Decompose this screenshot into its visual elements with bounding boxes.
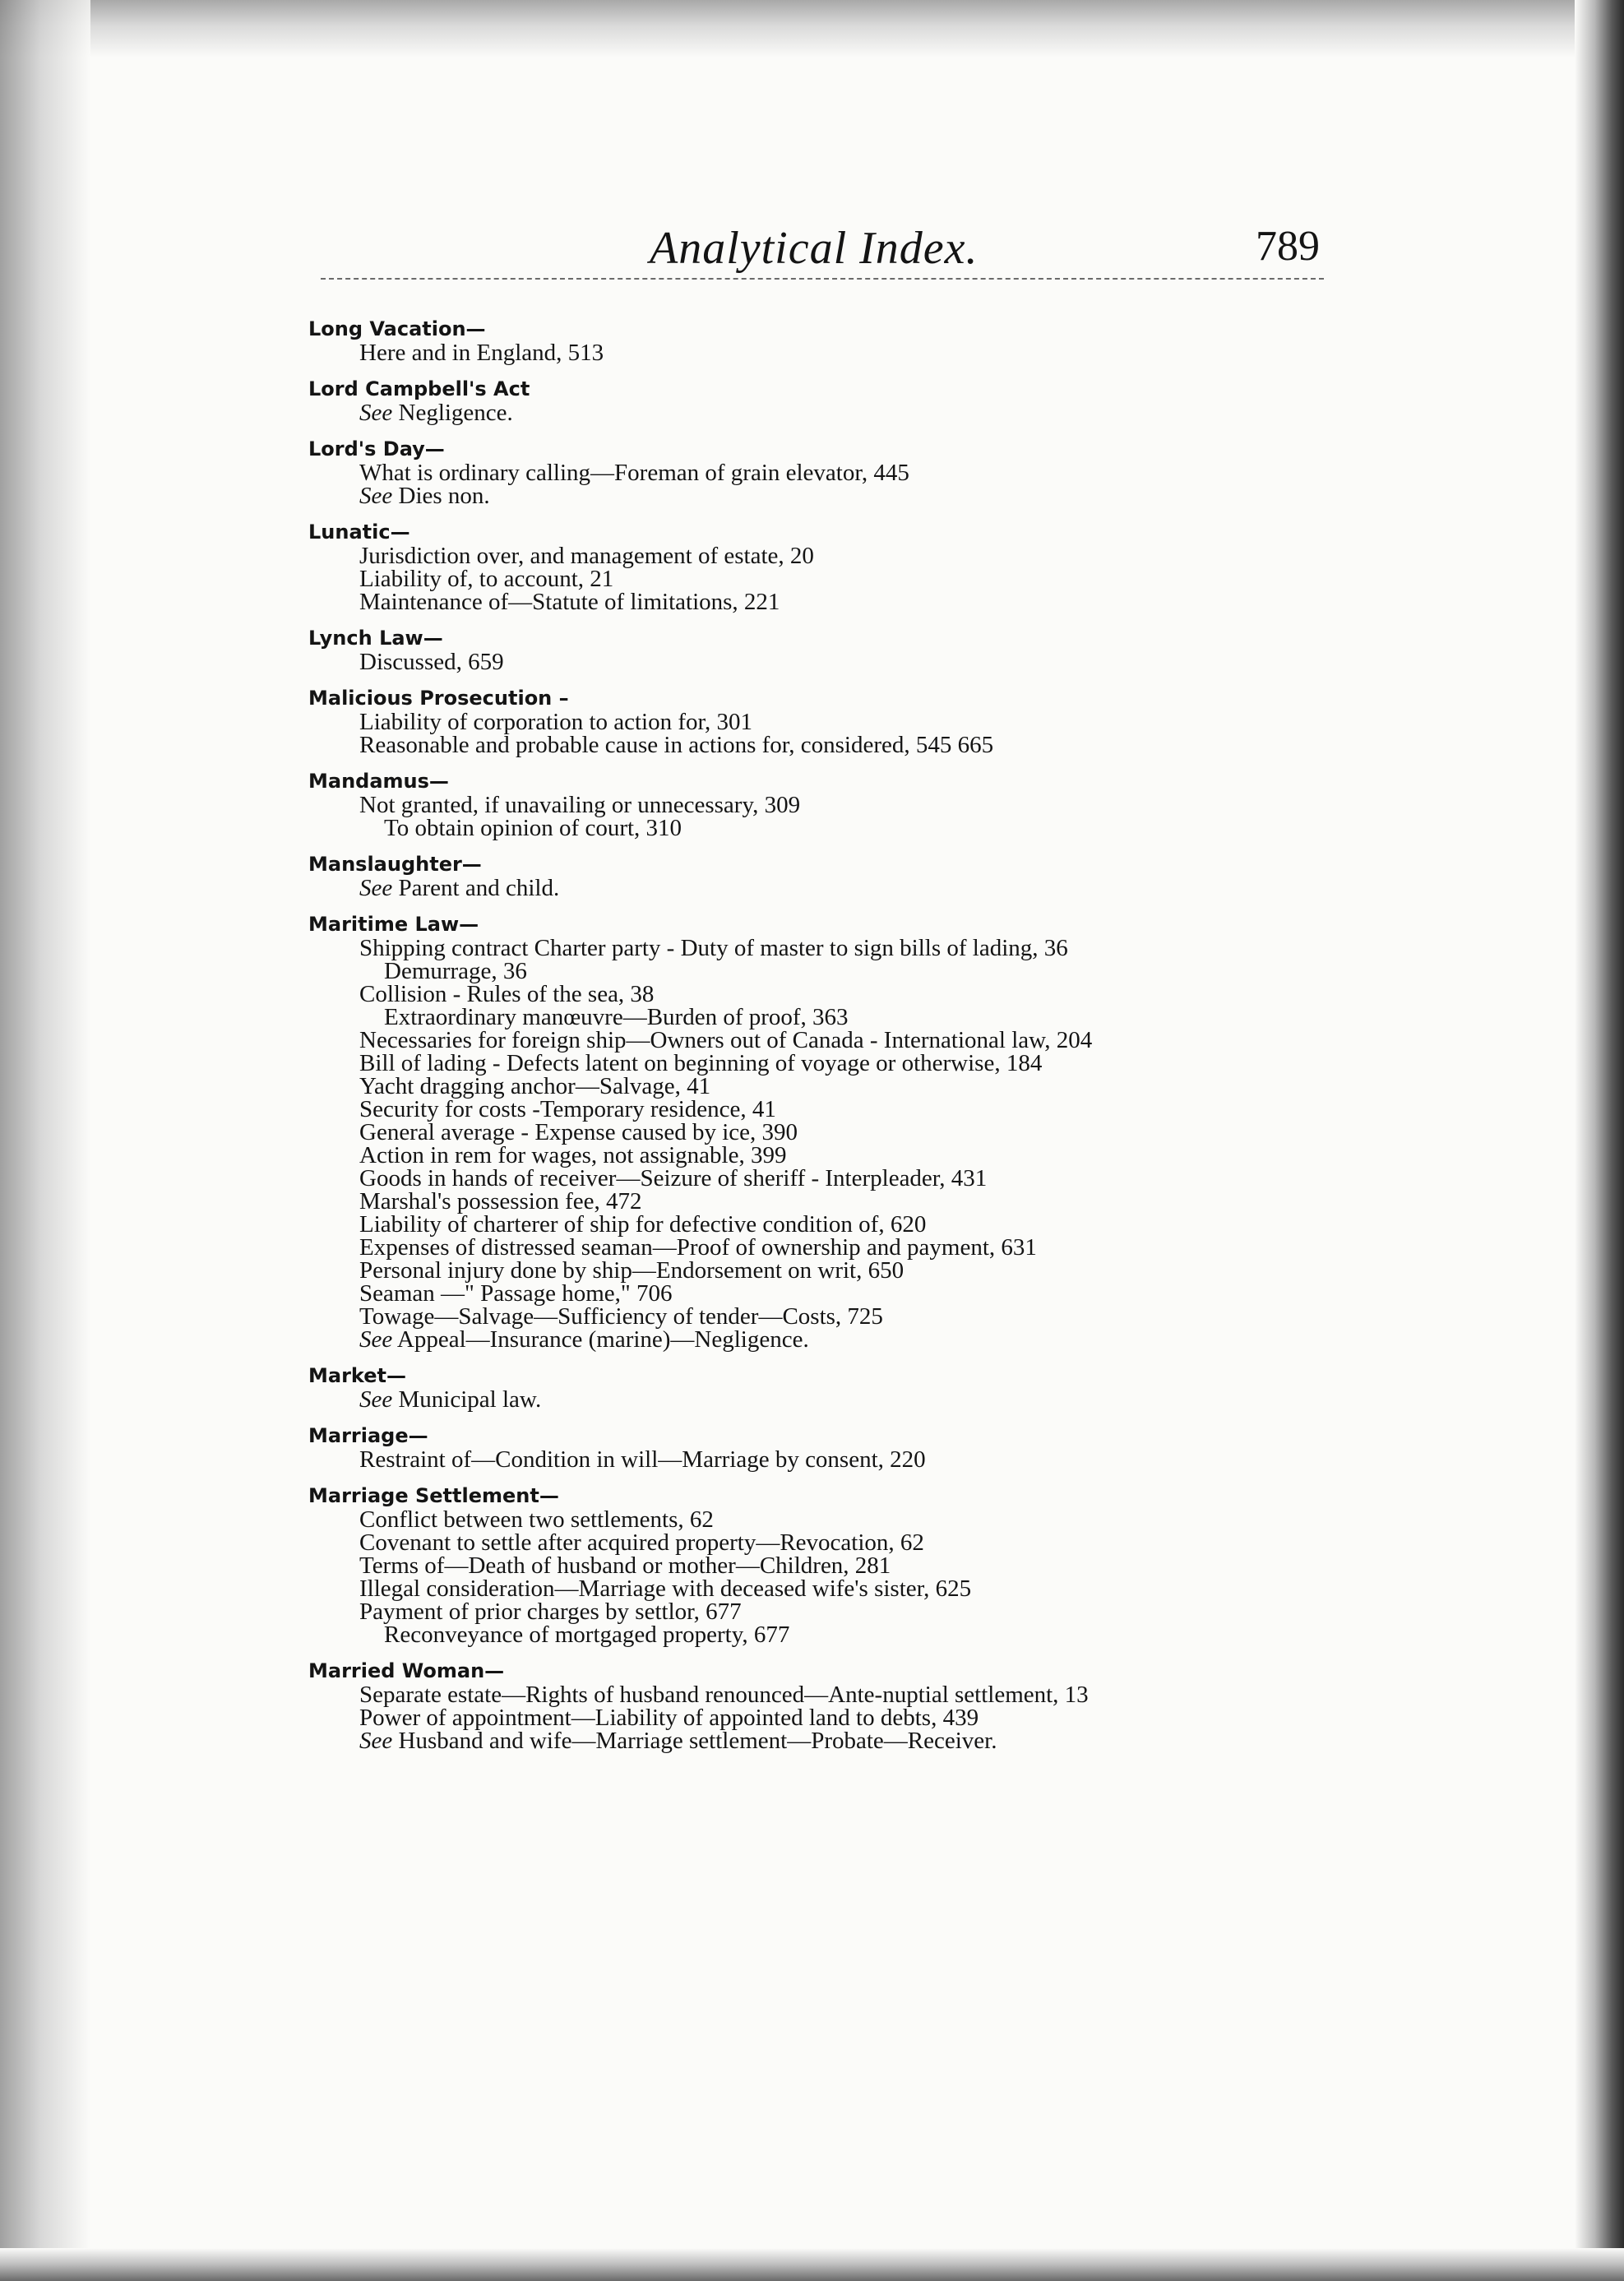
entry-line xyxy=(308,1121,1344,1144)
entry-line-text: Reconveyance of mortgaged property, 677 xyxy=(384,1622,790,1648)
entry-line xyxy=(308,1029,1344,1052)
entry-line-text: Liability of charterer of ship for defective condition of, 620 xyxy=(359,1211,927,1238)
scan-edge-bottom xyxy=(0,2248,1624,2281)
entry-line-text: Personal injury done by ship—Endorsement on writ, 650 xyxy=(359,1257,905,1284)
entry-line xyxy=(308,341,1344,364)
index-entry xyxy=(308,852,1344,900)
entry-line xyxy=(308,650,1344,673)
see-reference-label: See xyxy=(359,1386,393,1413)
entry-heading: Mandamus— xyxy=(308,770,449,793)
entry-line-text: Extraordinary manœuvre—Burden of proof, 363 xyxy=(384,1004,849,1030)
entry-line-text: Here and in England, 513 xyxy=(359,340,604,366)
index-entry xyxy=(308,626,1344,673)
see-reference-label: See xyxy=(359,483,393,509)
entry-line-text: Shipping contract Charter party - Duty of master to sign bills of lading, 36 xyxy=(359,935,1068,961)
entry-line-text: Restraint of—Condition in will—Marriage by consent, 220 xyxy=(359,1446,926,1473)
entry-line xyxy=(308,1328,1344,1351)
entry-line xyxy=(308,1259,1344,1282)
entry-line-text: Dies non. xyxy=(392,483,490,509)
entry-line-text: Liability of, to account, 21 xyxy=(359,566,614,592)
scan-edge-top xyxy=(0,0,1624,58)
running-title: Analytical Index. xyxy=(650,223,979,274)
entry-line-text: Appeal—Insurance (marine)—Negligence. xyxy=(392,1326,809,1353)
entry-line-text: Parent and child. xyxy=(392,875,560,901)
index-body xyxy=(308,317,1344,1765)
entry-line-text: Yacht dragging anchor—Salvage, 41 xyxy=(359,1073,711,1099)
entry-heading: Marriage Settlement— xyxy=(308,1484,559,1507)
entry-line-text: Power of appointment—Liability of appointed land to debts, 439 xyxy=(359,1705,979,1731)
entry-line xyxy=(308,1600,1344,1623)
entry-line-text: Terms of—Death of husband or mother—Children, 281 xyxy=(359,1552,891,1579)
entry-heading: Manslaughter— xyxy=(308,853,482,876)
entry-line-text: Discussed, 659 xyxy=(359,649,504,675)
entry-line-text: Seaman —" Passage home," 706 xyxy=(359,1280,673,1307)
entry-line xyxy=(308,1508,1344,1531)
header-rule xyxy=(321,278,1324,280)
page-number: 789 xyxy=(1256,223,1320,270)
entry-line-text: To obtain opinion of court, 310 xyxy=(384,815,682,841)
entry-line-text: Goods in hands of receiver—Seizure of sheriff - Interpleader, 431 xyxy=(359,1165,988,1191)
entry-line xyxy=(308,461,1344,484)
entry-line-text: Security for costs -Temporary residence, 41 xyxy=(359,1096,776,1122)
entry-line xyxy=(308,710,1344,733)
entry-heading: Market— xyxy=(308,1364,406,1387)
entry-line xyxy=(308,733,1344,756)
entry-heading: Malicious Prosecution – xyxy=(308,687,569,710)
index-entry xyxy=(308,1659,1344,1752)
entry-line xyxy=(308,1623,1344,1646)
index-entry xyxy=(308,317,1344,364)
entry-line-text: Negligence. xyxy=(392,400,513,426)
scan-edge-left xyxy=(0,0,90,2281)
entry-line xyxy=(308,1098,1344,1121)
entry-line xyxy=(308,1554,1344,1577)
entry-line xyxy=(308,1305,1344,1328)
entry-line-text: Necessaries for foreign ship—Owners out of Canada - International law, 204 xyxy=(359,1027,1093,1053)
entry-line xyxy=(308,1052,1344,1075)
index-entry xyxy=(308,686,1344,756)
entry-line xyxy=(308,1448,1344,1471)
entry-line xyxy=(308,1075,1344,1098)
entry-line xyxy=(308,1683,1344,1706)
index-entry xyxy=(308,912,1344,1351)
entry-line xyxy=(308,983,1344,1006)
entry-line xyxy=(308,544,1344,567)
entry-line-text: Maintenance of—Statute of limitations, 221 xyxy=(359,589,780,615)
entry-line xyxy=(308,1167,1344,1190)
index-entry xyxy=(308,1363,1344,1411)
entry-heading: Married Woman— xyxy=(308,1659,505,1682)
entry-line-text: Not granted, if unavailing or unnecessary, 309 xyxy=(359,792,801,818)
entry-line xyxy=(308,401,1344,424)
entry-line-text: Covenant to settle after acquired property—Revocation, 62 xyxy=(359,1529,924,1556)
entry-line xyxy=(308,1144,1344,1167)
entry-line xyxy=(308,1213,1344,1236)
entry-line-text: Payment of prior charges by settlor, 677 xyxy=(359,1599,742,1625)
entry-heading: Long Vacation— xyxy=(308,317,486,340)
entry-line xyxy=(308,1006,1344,1029)
entry-heading: Lord Campbell's Act xyxy=(308,377,530,400)
entry-line xyxy=(308,1282,1344,1305)
entry-line xyxy=(308,937,1344,960)
scan-edge-right xyxy=(1575,0,1624,2281)
see-reference-label: See xyxy=(359,875,393,901)
entry-line xyxy=(308,960,1344,983)
entry-line-text: Marshal's possession fee, 472 xyxy=(359,1188,642,1215)
entry-line-text: What is ordinary calling—Foreman of grain elevator, 445 xyxy=(359,460,909,486)
entry-line-text: Demurrage, 36 xyxy=(384,958,527,984)
index-entry xyxy=(308,437,1344,507)
entry-line xyxy=(308,1577,1344,1600)
entry-line-text: Towage—Salvage—Sufficiency of tender—Costs, 725 xyxy=(359,1303,883,1330)
entry-heading: Maritime Law— xyxy=(308,913,479,936)
entry-line-text: Husband and wife—Marriage settlement—Probate—Receiver. xyxy=(392,1728,997,1754)
see-reference-label: See xyxy=(359,1326,393,1353)
entry-line-text: Conflict between two settlements, 62 xyxy=(359,1506,714,1533)
entry-line xyxy=(308,567,1344,590)
index-entry xyxy=(308,520,1344,613)
entry-line-text: Action in rem for wages, not assignable, 399 xyxy=(359,1142,787,1168)
entry-heading: Marriage— xyxy=(308,1424,428,1447)
entry-line-text: Jurisdiction over, and management of estate, 20 xyxy=(359,543,814,569)
index-entry xyxy=(308,377,1344,424)
entry-heading: Lunatic— xyxy=(308,521,410,544)
index-entry xyxy=(308,769,1344,840)
entry-heading: Lynch Law— xyxy=(308,627,443,650)
entry-line xyxy=(308,793,1344,817)
entry-line-text: Illegal consideration—Marriage with deceased wife's sister, 625 xyxy=(359,1575,972,1602)
see-reference-label: See xyxy=(359,1728,393,1754)
entry-line-text: Reasonable and probable cause in actions for, considered, 545 665 xyxy=(359,732,994,758)
entry-line xyxy=(308,484,1344,507)
index-entry xyxy=(308,1483,1344,1646)
entry-line-text: Liability of corporation to action for, 301 xyxy=(359,709,753,735)
entry-line xyxy=(308,1388,1344,1411)
entry-line xyxy=(308,1729,1344,1752)
entry-line-text: Collision - Rules of the sea, 38 xyxy=(359,981,655,1007)
index-entry xyxy=(308,1423,1344,1471)
entry-line-text: Municipal law. xyxy=(392,1386,542,1413)
entry-line-text: General average - Expense caused by ice, 390 xyxy=(359,1119,798,1145)
entry-line xyxy=(308,817,1344,840)
entry-line-text: Expenses of distressed seaman—Proof of ownership and payment, 631 xyxy=(359,1234,1037,1261)
entry-heading: Lord's Day— xyxy=(308,437,445,460)
entry-line xyxy=(308,1236,1344,1259)
entry-line xyxy=(308,1190,1344,1213)
entry-line xyxy=(308,877,1344,900)
see-reference-label: See xyxy=(359,400,393,426)
entry-line-text: Separate estate—Rights of husband renounced—Ante-nuptial settlement, 13 xyxy=(359,1682,1089,1708)
entry-line xyxy=(308,590,1344,613)
entry-line xyxy=(308,1531,1344,1554)
entry-line-text: Bill of lading - Defects latent on beginning of voyage or otherwise, 184 xyxy=(359,1050,1043,1076)
entry-line xyxy=(308,1706,1344,1729)
